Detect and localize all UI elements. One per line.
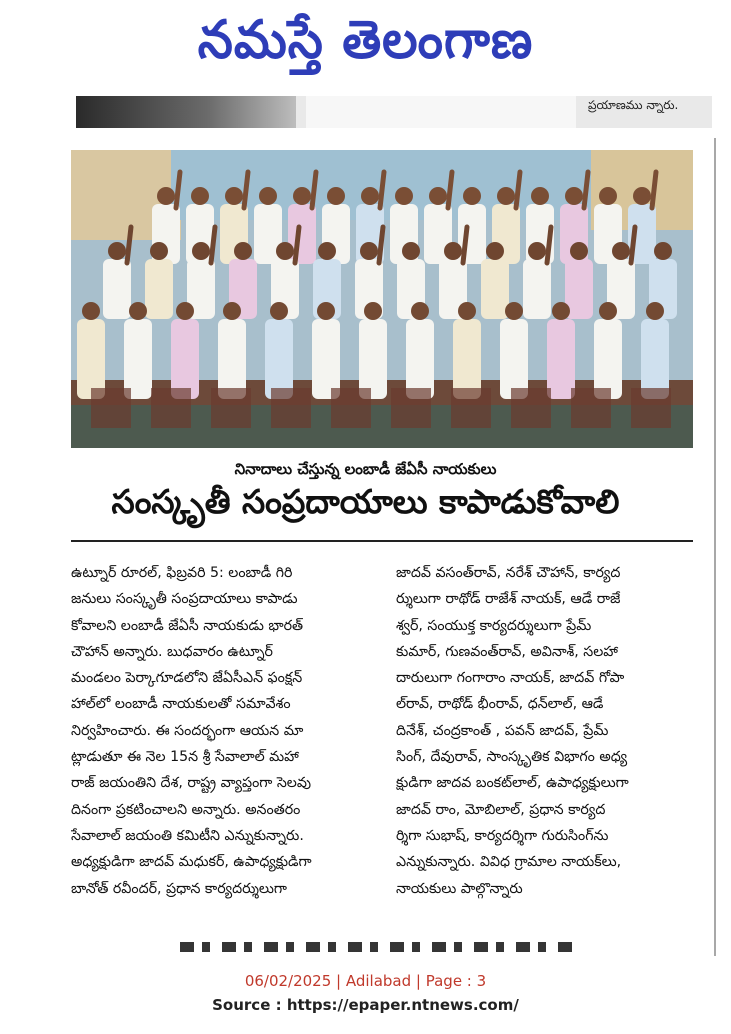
person-head	[259, 187, 277, 205]
text-line: కుమార్, గుణవంత్‌రావ్, అవినాశ్, సలహా	[396, 643, 618, 660]
chair	[511, 388, 551, 428]
person-head	[395, 187, 413, 205]
text-line: జాదవ్ రాం, మోబిలాల్, ప్రధాన కార్యద	[396, 801, 606, 818]
person-head	[528, 242, 546, 260]
person-head	[293, 187, 311, 205]
text-line: సింగ్, దేవురావ్, సాంస్కృతిక విభాగం అధ్య	[396, 749, 628, 766]
person-head	[429, 187, 447, 205]
person-head	[150, 242, 168, 260]
person-body	[124, 319, 152, 399]
photo-caption: నినాదాలు చేస్తున్న లంబాడీ జేఏసీ నాయకులు	[234, 460, 497, 478]
person-head	[129, 302, 147, 320]
person-head	[497, 187, 515, 205]
chair	[211, 388, 251, 428]
person-head	[599, 302, 617, 320]
person-body	[103, 259, 131, 319]
person-head	[225, 187, 243, 205]
text-line: ర్శులుగా రాథోడ్ రాజేశ్ నాయక్, ఆడే రాజే	[396, 591, 621, 608]
person-head	[570, 242, 588, 260]
text-line: ర్శిగా సుభాష్, కార్యదర్శిగా గురుసింగ్‌ను	[396, 827, 609, 844]
person-head	[646, 302, 664, 320]
text-line: అధ్యక్షుడిగా జాదవ్ మధుకర్, ఉపాధ్యక్షుడిగా	[71, 854, 312, 871]
headline-rule	[71, 540, 693, 542]
cropped-headline-glyphs	[180, 942, 580, 952]
group-photo-illustration	[71, 150, 693, 448]
person-body	[547, 319, 575, 399]
text-line: చౌహాన్ అన్నారు. బుధవారం ఉట్నూర్	[71, 643, 273, 660]
person-head	[191, 187, 209, 205]
text-line: నిర్వహించారు. ఈ సందర్భంగా ఆయన మా	[71, 722, 304, 739]
text-line: బానోత్ రవీందర్, ప్రధాన కార్యదర్శులుగా	[71, 880, 287, 897]
person-head	[234, 242, 252, 260]
person-head	[402, 242, 420, 260]
person-body	[265, 319, 293, 399]
chair	[631, 388, 671, 428]
person-head	[463, 187, 481, 205]
text-line: ఎన్నుకున్నారు. వివిధ గ్రామాల నాయక్‌లు,	[396, 854, 622, 871]
text-line: క్షుడిగా జాదవ బంకట్‌లాల్, ఉపాధ్యక్షులుగా	[396, 775, 629, 792]
chair	[331, 388, 371, 428]
previous-article-strip	[76, 96, 712, 128]
person-head	[157, 187, 175, 205]
person-head	[192, 242, 210, 260]
strip-text: ప్రయాణము న్నారు.	[588, 98, 679, 112]
chair	[451, 388, 491, 428]
text-line: శ్వర్, సంయుక్త కార్యదర్శులుగా ప్రేమ్	[396, 617, 592, 634]
person-head	[82, 302, 100, 320]
person-head	[318, 242, 336, 260]
person-head	[458, 302, 476, 320]
masthead	[0, 0, 731, 92]
column-divider	[714, 138, 716, 956]
person-body	[312, 319, 340, 399]
chair	[271, 388, 311, 428]
text-line: దినేశ్, చంద్రకాంత్ , పవన్ జాదవ్, ప్రేమ్	[396, 722, 609, 739]
edition-info: 06/02/2025 | Adilabad | Page : 3	[244, 972, 487, 990]
person-head	[276, 242, 294, 260]
person-head	[327, 187, 345, 205]
strip-blank	[306, 96, 576, 128]
chair	[151, 388, 191, 428]
chair	[571, 388, 611, 428]
person-head	[565, 187, 583, 205]
strip-image	[76, 96, 296, 128]
person-body	[453, 319, 481, 399]
text-line: హాల్‌లో లంబాడీ నాయకులతో సమావేశం	[71, 696, 291, 713]
text-line: దారులుగా గంగారాం నాయక్, జాదవ్ గోపా	[396, 670, 625, 687]
person-body	[218, 319, 246, 399]
newspaper-title: నమస్తే తెలంగాణ	[197, 8, 534, 70]
person-body	[171, 319, 199, 399]
text-line: జనులు సంస్కృతీ సంప్రదాయాలు కాపాడు	[71, 591, 298, 608]
person-head	[552, 302, 570, 320]
person-body	[594, 319, 622, 399]
person-head	[599, 187, 617, 205]
people-group	[77, 172, 677, 428]
text-line: ఉట్నూర్ రూరల్, ఫిబ్రవరి 5: లంబాడీ గిరి	[71, 565, 293, 581]
person-head	[486, 242, 504, 260]
text-line: మండలం పెర్కాగూడలోని జేఏసీఎన్ ఫంక్షన్	[71, 670, 303, 687]
text-line: సేవాలాల్ జయంతి కమిటీని ఎన్నుకున్నారు.	[71, 827, 304, 844]
person-head	[360, 242, 378, 260]
person-body	[77, 319, 105, 399]
person-head	[176, 302, 194, 320]
news-photo	[71, 150, 693, 448]
person-head	[108, 242, 126, 260]
person-head	[612, 242, 630, 260]
person-head	[361, 187, 379, 205]
person-body	[406, 319, 434, 399]
person-head	[531, 187, 549, 205]
text-line: నాయకులు పాల్గొన్నారు	[396, 880, 523, 897]
person-head	[317, 302, 335, 320]
text-line: కోవాలని లంబాడీ జేఏసీ నాయకుడు భారత్	[71, 617, 304, 634]
text-line: ల్‌రావ్, రాథోడ్ భీంరావ్, ధన్‌లాల్, ఆడే	[396, 696, 604, 713]
article-column-right	[396, 560, 694, 902]
article-column-left	[71, 560, 369, 902]
person-head	[654, 242, 672, 260]
person-head	[223, 302, 241, 320]
person-body	[145, 259, 173, 319]
text-line: ట్లాడుతూ ఈ నెల 15న శ్రీ సేవాలాల్ మహా	[71, 749, 299, 766]
chair	[391, 388, 431, 428]
person-body	[500, 319, 528, 399]
text-line: జాదవ్ వసంత్‌రావ్, నరేశ్ చౌహాన్, కార్యద	[396, 565, 621, 581]
person-body	[523, 259, 551, 319]
person-head	[444, 242, 462, 260]
person-head	[411, 302, 429, 320]
person-head	[633, 187, 651, 205]
person-head	[505, 302, 523, 320]
article-headline: సంస్కృతీ సంప్రదాయాలు కాపాడుకోవాలి	[111, 482, 620, 521]
person-body	[359, 319, 387, 399]
person-head	[364, 302, 382, 320]
next-article-teaser-cropped	[180, 942, 580, 956]
text-line: రాజ్ జయంతిని దేశ, రాష్ట్ర వ్యాప్తంగా సెలవు	[71, 775, 312, 792]
source-link[interactable]: Source : https://epaper.ntnews.com/	[212, 996, 519, 1014]
person-body	[481, 259, 509, 319]
chair	[91, 388, 131, 428]
text-line: దినంగా ప్రకటించాలని అన్నారు. అనంతరం	[71, 801, 301, 818]
person-body	[641, 319, 669, 399]
person-head	[270, 302, 288, 320]
